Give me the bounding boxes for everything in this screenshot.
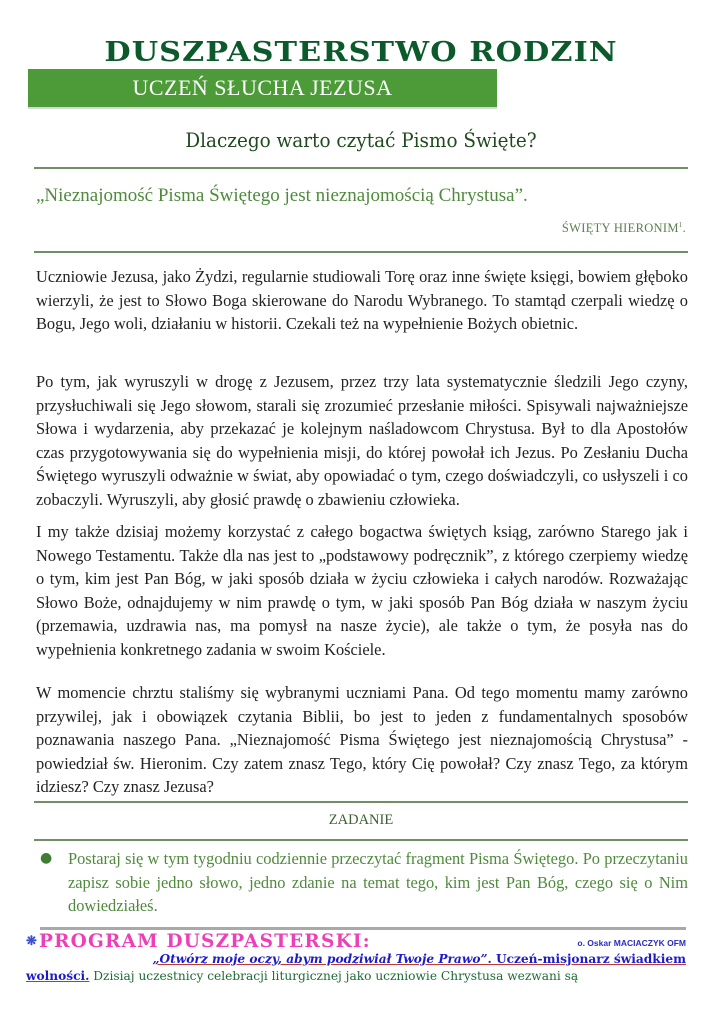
program-line-2 — [26, 967, 686, 985]
organization-title: DUSZPASTERSTWO RODZIN — [104, 37, 618, 68]
program-body-text: Dzisiaj uczestnicy celebracji liturgicznej jako uczniowie Chrystusa wezwani są — [89, 969, 579, 983]
author-trailing: . — [682, 221, 686, 236]
divider-top — [34, 167, 688, 169]
program-heading-end[interactable]: wolności. — [26, 969, 90, 983]
task-text: Postaraj się w tym tygodniu codziennie przeczytać fragment Pisma Świętego. Po przeczytaniu zapisz sobie jedno słowo, jedno zdanie na temat tego, kim jest Pan Bóg, czego się o Nim dowiedziałeś. — [68, 849, 688, 915]
banner-text: UCZEŃ SŁUCHA JEZUSA — [132, 75, 393, 100]
paragraph-2: Po tym, jak wyruszyli w drogę z Jezusem, przez trzy lata systematycznie śledzili Jego czyny, przysłuchiwali się Jego słowom, starali się zrozumieć przesłanie miłości. Spisywali najważniejsze Słowa i wydarzenia, aby przekazać je kolejnym naśladowcom Chrystusa. Był to dla Apostołów czas przygotowywania się do wypełnienia misji, do której powołał ich Jezus. Po Zesłaniu Ducha Świętego wyruszyli odważnie w świat, aby opowiadać o tym, czego doświadczyli, co usłyszeli i co zobaczyli. Wyruszyli, aby głosić prawdę o zbawieniu człowieka. — [36, 372, 688, 509]
section-banner — [28, 69, 497, 107]
bullet-icon: ● — [40, 850, 53, 866]
divider-task-bottom — [34, 839, 688, 841]
paragraph-3: I my także dzisiaj możemy korzystać z całego bogactwa świętych ksiąg, zarówno Starego jak i Nowego Testamentu. Także dla nas jest to „podstawowy podręcznik”, z którego czerpiemy wiedzę o tym, kim jest Pan Bóg, w jaki sposób działa w życiu człowieka i całych narodów. Rozważając Słowo Boże, odnajdujemy w nim prawdę o tym, w jaki sposób Pan Bóg działa w naszym życiu (przemawia, uzdrawia nas, ma pomysł na nasze życie), ale także o tym, że posyła nas do wypełnienia konkretnego zadania w swoim Kościele. — [36, 522, 688, 659]
program-scripture-quote[interactable]: „Otwórz moje oczy, abym podziwiał Twoje Prawo” — [152, 952, 488, 966]
asterisk-cross-icon: ❋ — [26, 934, 37, 949]
divider-gray — [40, 927, 686, 930]
program-author: o. Oskar MACIACZYK OFM — [577, 938, 686, 948]
program-line-1 — [26, 950, 686, 968]
task-heading: ZADANIE — [328, 812, 394, 828]
paragraph-1: Uczniowie Jezusa, jako Żydzi, regularnie studiowali Torę oraz inne święte księgi, bowiem głęboko wierzyli, że jest to Słowo Boga skierowane do Narodu Wybranego. To stamtąd czerpali wiedzę o Bogu, Jego woli, działaniu w historii. Czekali też na wypełnienie Bożych obietnic. — [36, 267, 688, 334]
epigraph-quote: „Nieznajomość Pisma Świętego jest nieznajomością Chrystusa”. — [36, 185, 528, 206]
author-name: ŚWIĘTY HIERONIM — [561, 221, 679, 236]
program-title: PROGRAM DUSZPASTERSKI: — [39, 931, 371, 952]
paragraph-4: W momencie chrztu staliśmy się wybranymi uczniami Pana. Od tego momentu mamy zarówno przywilej, jak i obowiązek czytania Biblii, bo jest to jeden z fundamentalnych sposobów poznawania naszego Pana. „Nieznajomość Pisma Świętego jest nieznajomością Chrystusa” - powiedział św. Hieronim. Czy zatem znasz Tego, który Cię powołał? Czy znasz Tego, za którym idziesz? Czy znasz Jezusa? — [36, 683, 688, 797]
program-heading-rest[interactable]: . Uczeń-misjonarz świadkiem — [487, 952, 686, 966]
divider-task-top — [34, 801, 688, 803]
footnote-marker[interactable]: 1 — [678, 221, 683, 229]
task-list-item — [36, 847, 688, 918]
divider-quote — [34, 251, 688, 253]
page-title: Dlaczego warto czytać Pismo Święte? — [185, 128, 537, 152]
epigraph-author — [562, 221, 686, 236]
